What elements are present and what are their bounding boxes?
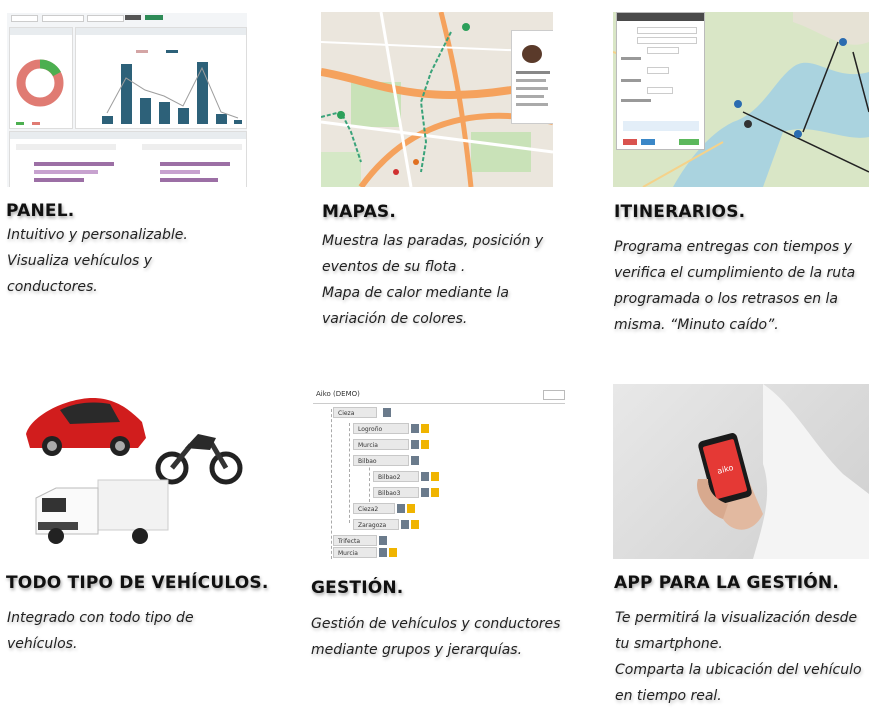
car-icon [20, 388, 246, 548]
description-line: Muestra las paradas, posición y [322, 233, 544, 249]
edit-node-button[interactable] [411, 440, 419, 449]
panel-thumbnail [7, 13, 247, 187]
tree-node[interactable]: Trifecta [333, 535, 377, 546]
vehicles-thumbnail [20, 388, 246, 548]
description-line: mediante grupos y jerarquías. [311, 642, 523, 658]
description-line: Intuitivo y personalizable. [7, 227, 188, 243]
card-title: GESTIÓN. [311, 578, 404, 598]
description-line: Integrado con todo tipo de [7, 610, 194, 626]
tree-node[interactable]: Bilbao3 [373, 487, 419, 498]
description-line: Visualiza vehículos y [7, 253, 153, 269]
tree-header: Aiko (DEMO) [316, 390, 360, 398]
tree-node[interactable]: Bilbao2 [373, 471, 419, 482]
card-title: ITINERARIOS. [614, 202, 746, 222]
confirm-button[interactable] [679, 139, 699, 145]
app-photo-thumbnail [613, 384, 869, 559]
card-description [615, 605, 862, 709]
donut-chart-icon [10, 28, 72, 128]
edit-node-button[interactable] [379, 548, 387, 557]
description-line: conductores. [7, 279, 98, 295]
action-node-button[interactable] [431, 472, 439, 481]
driver-avatar [522, 45, 542, 63]
cancel-button[interactable] [623, 139, 637, 145]
tree-node[interactable]: Logroño [353, 423, 409, 434]
description-line: Te permitirá la visualización desde [615, 610, 858, 626]
description-line: Mapa de calor mediante la [322, 285, 509, 301]
edit-node-button[interactable] [401, 520, 409, 529]
edit-node-button[interactable] [421, 488, 429, 497]
tree-node[interactable]: Murcia [353, 439, 409, 450]
tree-node[interactable]: Zaragoza [353, 519, 399, 530]
description-line: eventos de su flota . [322, 259, 466, 275]
card-description [7, 222, 188, 300]
description-line: Comparta la ubicación del vehículo [615, 662, 862, 678]
card-title: PANEL. [6, 201, 75, 221]
description-line: Programa entregas con tiempos y [614, 239, 852, 255]
card-description [311, 611, 560, 663]
action-node-button[interactable] [421, 424, 429, 433]
description-line: vehículos. [7, 636, 78, 652]
action-node-button[interactable] [389, 548, 397, 557]
edit-node-button[interactable] [411, 424, 419, 433]
description-line: verifica el cumplimiento de la ruta [614, 265, 856, 281]
description-line: en tiempo real. [615, 688, 722, 704]
card-description [322, 228, 543, 332]
card-description [7, 605, 194, 657]
card-title: TODO TIPO DE VEHÍCULOS. [6, 573, 269, 593]
route-map-thumbnail [613, 12, 869, 187]
tree-node[interactable]: Murcia [333, 547, 377, 558]
group-tree-thumbnail [313, 387, 565, 560]
smartphone-icon [613, 384, 869, 559]
edit-node-button[interactable] [397, 504, 405, 513]
description-line: programada o los retrasos en la [614, 291, 838, 307]
action-node-button[interactable] [407, 504, 415, 513]
description-line: variación de colores. [322, 311, 468, 327]
edit-node-button[interactable] [379, 536, 387, 545]
svg-text:aiko: aiko [716, 462, 735, 476]
edit-node-button[interactable] [383, 408, 391, 417]
tree-node[interactable]: Cieza [333, 407, 377, 418]
map-thumbnail [321, 12, 553, 187]
edit-node-button[interactable] [411, 456, 419, 465]
action-node-button[interactable] [421, 440, 429, 449]
vehicle-popup [511, 30, 553, 124]
description-line: Gestión de vehículos y conductores [311, 616, 561, 632]
card-description [614, 234, 855, 338]
card-title: APP PARA LA GESTIÓN. [614, 573, 839, 593]
card-title: MAPAS. [322, 202, 397, 222]
save-button[interactable] [641, 139, 655, 145]
edit-node-button[interactable] [421, 472, 429, 481]
itinerary-dialog [616, 12, 705, 150]
description-line: tu smartphone. [615, 636, 723, 652]
action-node-button[interactable] [431, 488, 439, 497]
action-node-button[interactable] [411, 520, 419, 529]
tree-node[interactable]: Cieza2 [353, 503, 395, 514]
tree-node[interactable]: Bilbao [353, 455, 409, 466]
description-line: misma. “Minuto caído”. [614, 317, 779, 333]
